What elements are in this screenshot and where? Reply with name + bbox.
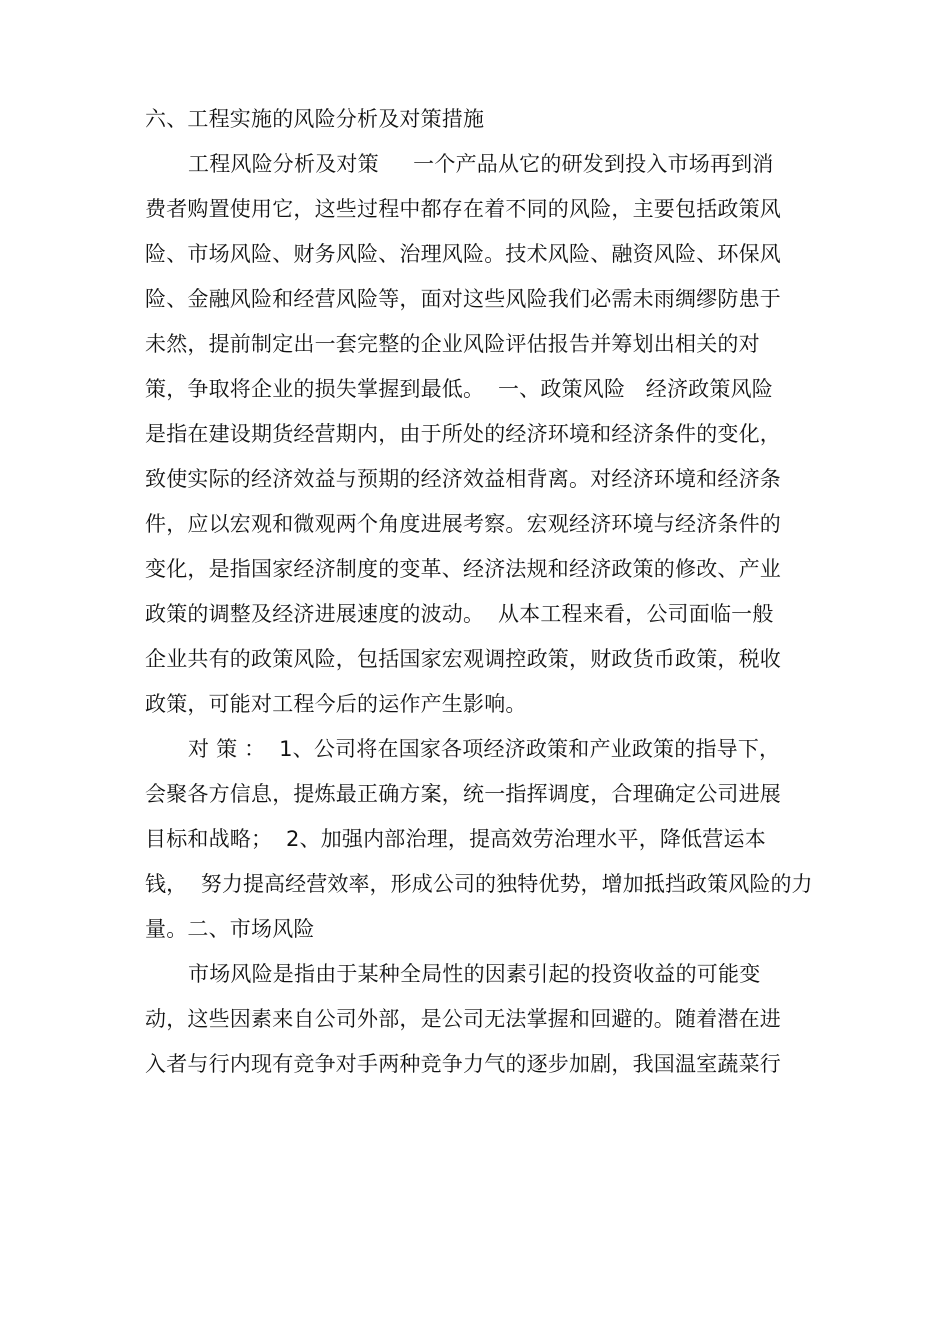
text-line: 未然，提前制定出一套完整的企业风险评估报告并筹划出相关的对 — [145, 332, 760, 356]
text-line: 工程风险分析及对策 一个产品从它的研发到投入市场再到消 — [188, 152, 774, 176]
text-line: 险、金融风险和经营风险等，面对这些风险我们必需未雨绸缪防患于 — [145, 287, 781, 311]
text-line: 致使实际的经济效益与预期的经济效益相背离。对经济环境和经济条 — [145, 467, 781, 491]
section-heading: 六、工程实施的风险分析及对策措施 — [145, 107, 485, 131]
text-line: 是指在建设期货经营期内，由于所处的经济环境和经济条件的变化， — [145, 422, 781, 446]
text-line: 量。二、市场风险 — [145, 917, 315, 941]
text-line: 费者购置使用它，这些过程中都存在着不同的风险，主要包括政策风 — [145, 197, 781, 221]
text-line: 企业共有的政策风险，包括国家宏观调控政策，财政货币政策，税收 — [145, 647, 781, 671]
text-line: 政策的调整及经济进展速度的波动。 从本工程来看，公司面临一般 — [145, 602, 774, 626]
text-line: 市场风险是指由于某种全局性的因素引起的投资收益的可能变 — [188, 962, 761, 986]
text-line: 政策，可能对工程今后的运作产生影响。 — [145, 692, 527, 716]
text-line: 件，应以宏观和微观两个角度进展考察。宏观经济环境与经济条件的 — [145, 512, 781, 536]
text-line: 策，争取将企业的损失掌握到最低。 一、政策风险 经济政策风险 — [145, 377, 773, 401]
text-line: 对 策 ： 1、公司将在国家各项经济政策和产业政策的指导下， — [188, 737, 781, 761]
text-line: 会聚各方信息，提炼最正确方案，统一指挥调度，合理确定公司进展 — [145, 782, 781, 806]
text-line: 变化，是指国家经济制度的变革、经济法规和经济政策的修改、产业 — [145, 557, 781, 581]
text-line: 入者与行内现有竞争对手两种竞争力气的逐步加剧，我国温室蔬菜行 — [145, 1052, 781, 1076]
text-line: 动，这些因素来自公司外部，是公司无法掌握和回避的。随着潜在进 — [145, 1007, 781, 1031]
text-line: 钱， 努力提高经营效率，形成公司的独特优势，增加抵挡政策风险的力 — [145, 872, 813, 896]
text-line: 险、市场风险、财务风险、治理风险。技术风险、融资风险、环保风 — [145, 242, 781, 266]
text-line: 目标和战略； 2、加强内部治理，提高效劳治理水平，降低营运本 — [145, 827, 766, 851]
